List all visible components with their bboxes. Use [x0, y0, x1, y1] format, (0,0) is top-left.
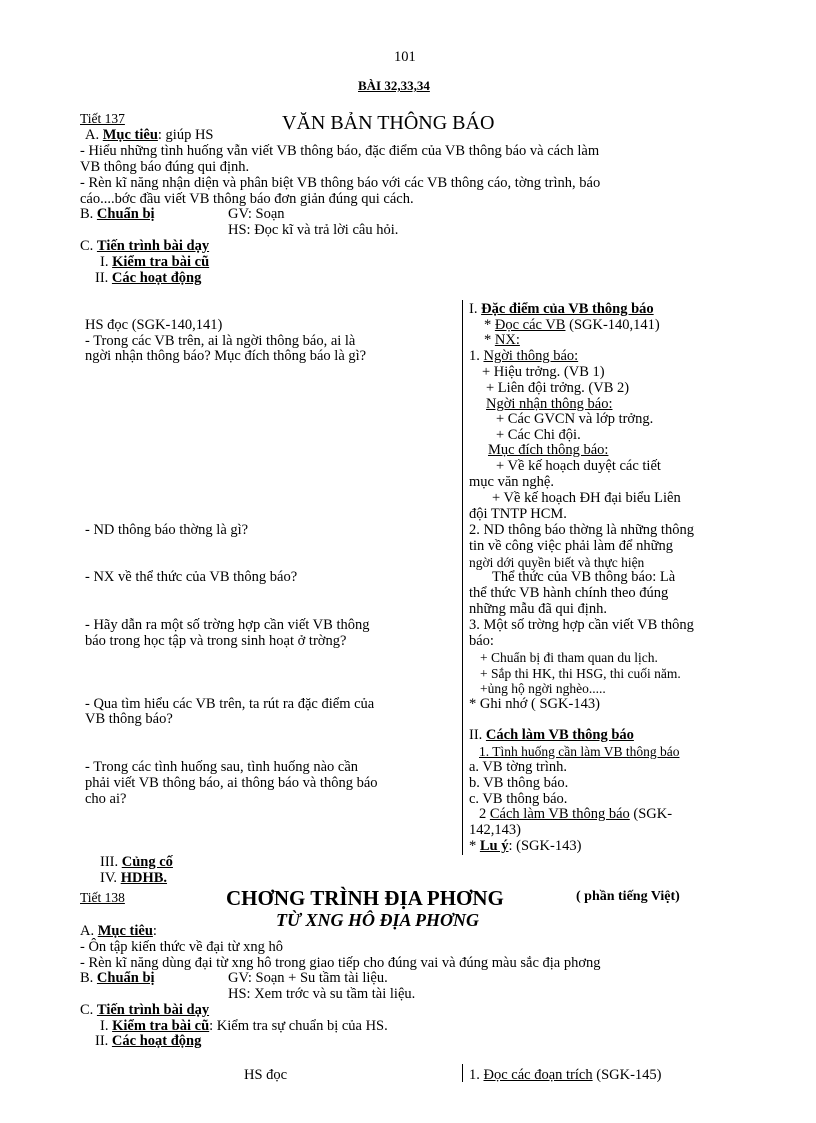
r4-underlined: Ngời thông báo:: [483, 348, 579, 364]
right-line-10: Mục đích thông báo:: [488, 442, 609, 458]
prep-teacher: GV: Soạn: [228, 206, 285, 222]
right-line-12: mục văn nghệ.: [469, 474, 554, 490]
step-1-label: I.: [100, 254, 113, 270]
section-c-label-138: C.: [80, 1002, 97, 1018]
goal-1-line-1: - Hiểu những tình huống vẫn viết VB thông báo, đặc điểm của VB thông báo và cách làm: [80, 143, 600, 159]
right-line-13: + Về kế hoạch ĐH đại biểu Liên: [492, 490, 681, 506]
step-4-heading: HDHB.: [120, 870, 168, 886]
procedure-step-1: [100, 255, 209, 270]
left-line-7: báo trong học tập và trong sinh hoạt ở trờng?: [85, 633, 347, 649]
procedure-step-1-138: [100, 1019, 388, 1034]
right-line-30: b. VB thông báo.: [469, 775, 569, 791]
section-a-label-138: A.: [80, 923, 98, 939]
period-label-138: Tiết 138: [80, 890, 125, 905]
lesson-title: BÀI 32,33,34: [358, 78, 430, 93]
left-line-11: phải viết VB thông báo, ai thông báo và thông báo: [85, 775, 378, 791]
right-line-7: Ngời nhận thông báo:: [486, 396, 613, 412]
left-line-138: HS đọc: [244, 1067, 288, 1083]
r3-prefix: *: [484, 332, 495, 348]
section-b-label: B.: [80, 206, 97, 222]
right-line-34: [469, 839, 581, 854]
right-line-15: 2. ND thông báo thờng là những thông: [469, 522, 694, 538]
procedure-line: [80, 239, 209, 254]
right-line-9: + Các Chi đội.: [496, 427, 581, 443]
prep-student: HS: Đọc kĩ và trả lời câu hỏi.: [228, 222, 399, 238]
goal-2-line-2: cáo....bớc đầu viết VB thông báo đơn giản đúng qui cách.: [80, 191, 414, 207]
r1-label: I.: [469, 301, 482, 317]
right-line-29: a. VB tờng trình.: [469, 759, 568, 775]
r3-underlined: NX:: [494, 332, 520, 348]
procedure-step-4: [100, 871, 167, 886]
step-4-label: IV.: [100, 870, 121, 886]
right-line-18: Thể thức của VB thông báo: Là: [492, 569, 676, 585]
right-line-31: c. VB thông báo.: [469, 791, 568, 807]
prep-teacher-138: GV: Soạn + Su tầm tài liệu.: [228, 970, 388, 986]
right-line-2: [484, 318, 660, 333]
section-b-heading-138: Chuẩn bị: [96, 970, 155, 986]
r34-underlined: Lu ý: [479, 838, 509, 854]
right-line-25: +ủng hộ ngời nghèo.....: [480, 681, 606, 696]
right-line-23: + Chuẩn bị đi tham quan du lịch.: [480, 650, 658, 665]
right-line-8: + Các GVCN và lớp trởng.: [496, 411, 654, 427]
r32-rest: (SGK-: [629, 806, 673, 822]
step-1-rest-138: : Kiểm tra sự chuẩn bị của HS.: [209, 1018, 388, 1034]
r32-underlined: Cách làm VB thông báo: [489, 806, 630, 822]
right-line-6: + Liên đội trởng. (VB 2): [486, 380, 630, 396]
left-line-2: - Trong các VB trên, ai là ngời thông báo, ai là: [85, 333, 356, 349]
lesson-heading-137: VĂN BẢN THÔNG BÁO: [282, 112, 495, 134]
right-line-3: [484, 333, 520, 348]
right-prefix-138: 1.: [469, 1067, 484, 1083]
lesson-heading-138: CHƠNG TRÌNH ĐỊA PHƠNG: [226, 886, 504, 910]
step-1-label-138: I.: [100, 1018, 113, 1034]
left-line-6: - Hãy dẫn ra một số trờng hợp cần viết VB thông: [85, 617, 370, 633]
left-line-12: cho ai?: [85, 791, 127, 807]
lesson-subtitle-138: TỪ XNG HÔ ĐỊA PHƠNG: [276, 910, 479, 930]
right-line-21: 3. Một số trờng hợp cần viết VB thông: [469, 617, 694, 633]
objectives-line-138: [80, 924, 157, 939]
right-line-26: * Ghi nhớ ( SGK-143): [469, 696, 600, 712]
right-line-4: [469, 349, 578, 364]
left-line-10: - Trong các tình huống sau, tình huống nào cần: [85, 759, 359, 775]
right-line-5: + Hiệu trởng. (VB 1): [482, 364, 605, 380]
prep-student-138: HS: Xem trớc và su tầm tài liệu.: [228, 986, 416, 1002]
right-line-33: 142,143): [469, 822, 521, 838]
step-2-label-138: II.: [95, 1033, 112, 1049]
r2-rest: (SGK-140,141): [565, 317, 660, 333]
section-c-heading: Tiến trình bài dạy: [96, 238, 210, 254]
r4-prefix: 1.: [469, 348, 484, 364]
left-line-3: ngời nhận thông báo? Mục đích thông báo là gì?: [85, 348, 367, 364]
step-2-heading-138: Các hoạt động: [111, 1033, 202, 1049]
step-1-heading-138: Kiểm tra bài cũ: [112, 1018, 210, 1034]
r27-label: II.: [469, 727, 486, 743]
column-divider-138: [462, 1064, 463, 1082]
r32-prefix: 2: [479, 806, 490, 822]
procedure-step-3: [100, 855, 173, 870]
right-heading-1: [469, 302, 654, 317]
r27-heading: Cách làm VB thông báo: [485, 727, 634, 743]
right-line-138: [469, 1068, 661, 1083]
objectives-line: [85, 128, 214, 143]
goal-2-line-1: - Rèn kĩ năng nhận diện và phân biệt VB thông báo với các VB thông cáo, tờng trình, báo: [80, 175, 601, 191]
right-line-17: ngời dới quyền biết và thực hiện: [469, 555, 645, 570]
left-line-5: - NX về thể thức của VB thông báo?: [85, 569, 298, 585]
left-line-9: VB thông báo?: [85, 711, 173, 727]
step-2-heading: Các hoạt động: [111, 270, 202, 286]
right-heading-2: [469, 728, 634, 743]
prep-line: [80, 207, 155, 222]
right-line-11: + Về kế hoạch duyệt các tiết: [496, 458, 661, 474]
section-c-label: C.: [80, 238, 97, 254]
step-3-heading: Củng cố: [121, 854, 173, 870]
section-b-heading: Chuẩn bị: [96, 206, 155, 222]
r2-prefix: *: [484, 317, 495, 333]
right-line-24: + Sắp thi HK, thi HSG, thi cuối năm.: [480, 666, 681, 681]
page-number: 101: [394, 49, 416, 65]
right-line-16: tin về công việc phải làm để những: [469, 538, 673, 554]
section-b-label-138: B.: [80, 970, 97, 986]
left-line-8: - Qua tìm hiểu các VB trên, ta rút ra đặc điểm của: [85, 696, 375, 712]
section-a-heading: Mục tiêu: [102, 127, 158, 143]
section-a-heading-138: Mục tiêu: [97, 923, 153, 939]
section-a-rest-138: :: [152, 923, 157, 939]
right-underlined-138: Đọc các đoạn trích: [483, 1067, 593, 1083]
goal-1-line-2: VB thông báo đúng qui định.: [80, 159, 250, 175]
prep-line-138: [80, 971, 155, 986]
column-divider: [462, 300, 463, 855]
right-line-20: những mẫu đã qui định.: [469, 601, 607, 617]
section-a-label: A.: [85, 127, 103, 143]
r2-underlined: Đọc các VB: [494, 317, 566, 333]
right-line-22: báo:: [469, 633, 494, 649]
r34-prefix: *: [469, 838, 480, 854]
right-line-28: 1. Tình huống cần làm VB thông báo: [479, 744, 680, 759]
r1-heading: Đặc điểm của VB thông báo: [481, 301, 654, 317]
procedure-step-2-138: [95, 1034, 201, 1049]
r34-rest: : (SGK-143): [508, 838, 582, 854]
right-line-32: [479, 807, 672, 822]
section-a-rest: : giúp HS: [157, 127, 214, 143]
goal-2-138: - Rèn kĩ năng dùng đại từ xng hô trong giao tiếp cho đúng vai và đúng màu sắc địa phơng: [80, 955, 601, 971]
left-line-1: HS đọc (SGK-140,141): [85, 317, 223, 333]
left-line-4: - ND thông báo thờng là gì?: [85, 522, 249, 538]
right-line-14: đội TNTP HCM.: [469, 506, 567, 522]
right-rest-138: (SGK-145): [592, 1067, 662, 1083]
procedure-line-138: [80, 1003, 209, 1018]
step-3-label: III.: [100, 854, 122, 870]
lesson-heading-note: ( phần tiếng Việt): [576, 889, 680, 904]
step-1-heading: Kiểm tra bài cũ: [112, 254, 210, 270]
goal-1-138: - Ôn tập kiến thức về đại từ xng hô: [80, 939, 283, 955]
period-label-137: Tiết 137: [80, 111, 125, 126]
section-c-heading-138: Tiến trình bài dạy: [96, 1002, 210, 1018]
step-2-label: II.: [95, 270, 112, 286]
right-line-19: thể thức VB hành chính theo đúng: [469, 585, 669, 601]
procedure-step-2: [95, 271, 201, 286]
